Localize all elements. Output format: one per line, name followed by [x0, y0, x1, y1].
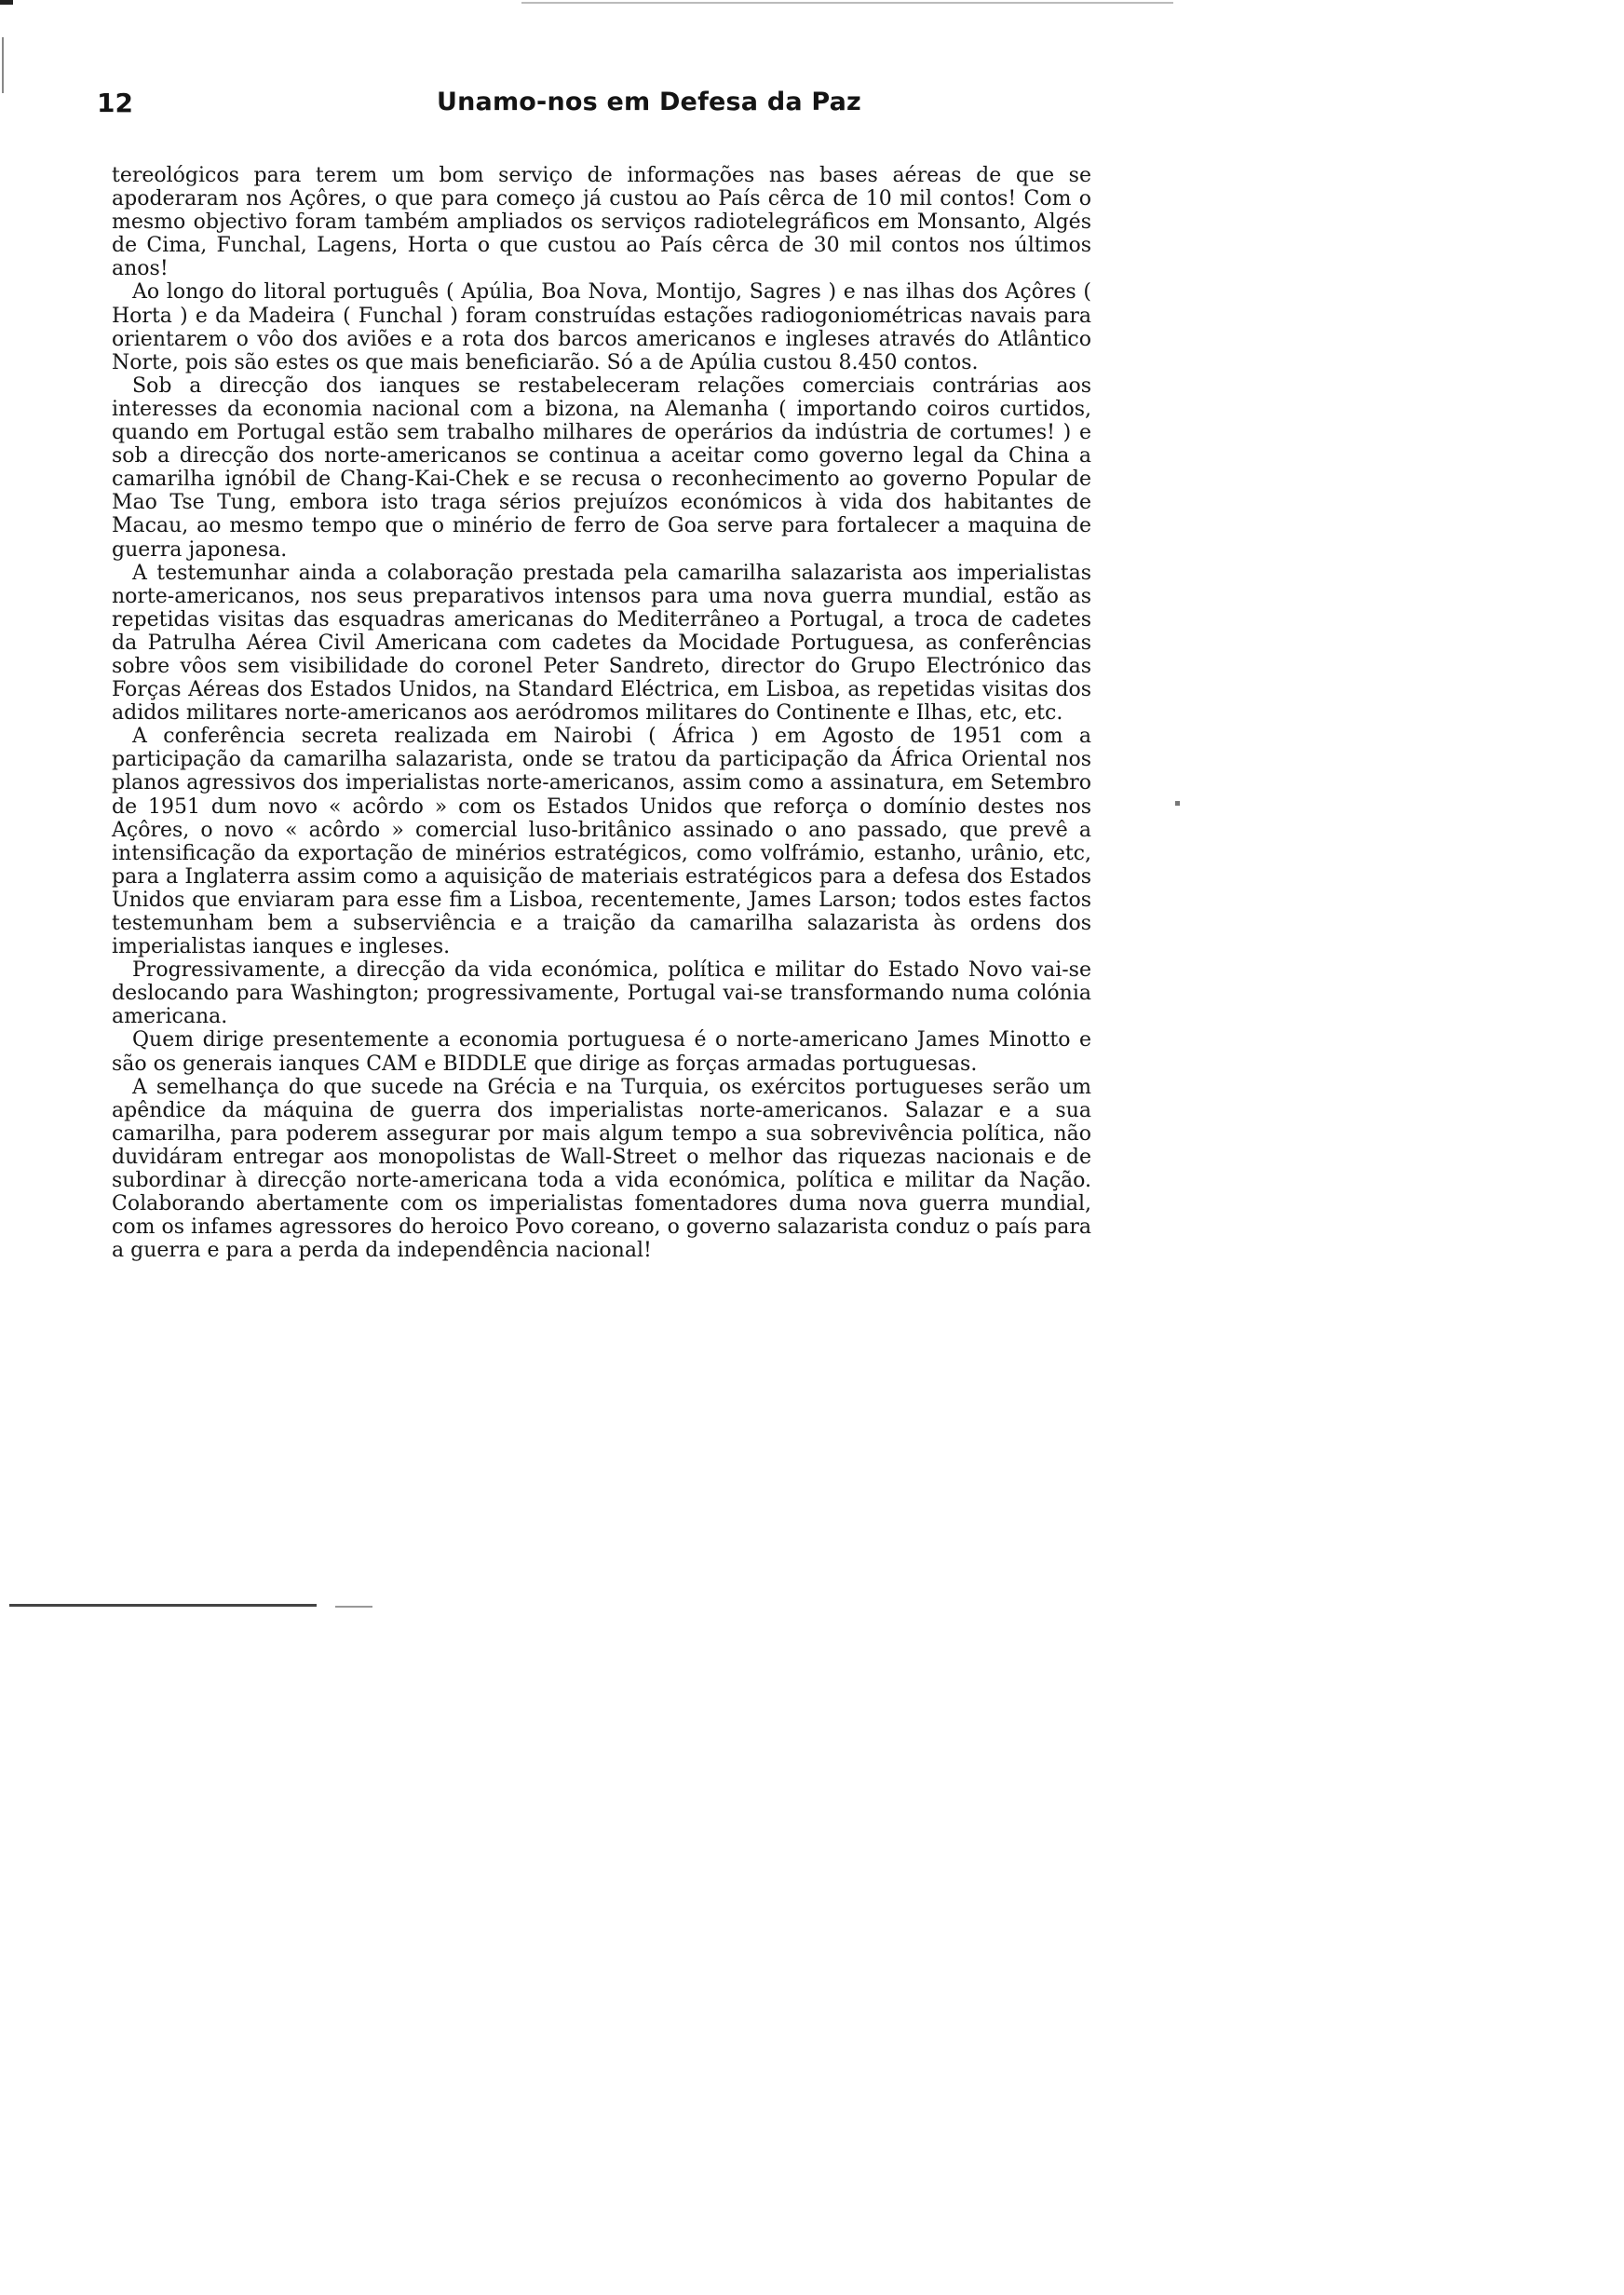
scan-artifact: [521, 2, 1173, 4]
paragraph: Sob a direcção dos ianques se restabeleceram relações comerciais contrárias aos interesses da economia nacional com a bizona, na Alemanha ( importando coiros curtidos, quando em Portugal estão sem trabalho milhares de operários da indústria de cortumes! ) e sob a direcção dos norte-americanos se continua a aceitar como governo legal da China a camarilha ignóbil de Chang-Kai-Chek e se recusa o reconhecimento ao governo Popular de Mao Tse Tung, embora isto traga sérios prejuízos económicos à vida dos habitantes de Macau, ao mesmo tempo que o minério de ferro de Goa serve para fortalecer a maquina de guerra japonesa.: [112, 373, 1091, 562]
page-header: [97, 82, 1103, 127]
paragraph: tereológicos para terem um bom serviço de informações nas bases aéreas de que se apoderaram nos Açôres, o que para começo já custou ao País cêrca de 10 mil contos! Com o mesmo objectivo foram também ampliados os serviços radiotelegráficos em Monsanto, Algés de Cima, Funchal, Lagens, Horta o que custou ao País cêrca de 30 mil contos nos últimos anos!: [112, 164, 1091, 281]
scan-artifact: [1175, 801, 1180, 806]
body-text: [112, 164, 1091, 1262]
paragraph: A semelhança do que sucede na Grécia e na Turquia, os exércitos portugueses serão um apêndice da máquina de guerra dos imperialistas norte-americanos. Salazar e a sua camarilha, para poderem assegurar por mais algum tempo a sua sobrevivência política, não duvidáram entregar aos monopolistas de Wall-Street o melhor das riquezas nacionais e de subordinar à direcção norte-americana toda a vida económica, política e militar da Nação. Colaborando abertamente com os imperialistas fomentadores duma nova guerra mundial, com os infames agressores do heroico Povo coreano, o governo salazarista conduz o país para a guerra e para a perda da independência nacional!: [112, 1075, 1091, 1263]
scan-artifact: [2, 37, 4, 93]
paragraph: Ao longo do litoral português ( Apúlia, Boa Nova, Montijo, Sagres ) e nas ilhas dos Açôres ( Horta ) e da Madeira ( Funchal ) foram construídas estações radiogoniométricas navais para orientarem o vôo dos aviões e a rota dos barcos americanos e ingleses através do Atlântico Norte, pois são estes os que mais beneficiarão. Só a de Apúlia custou 8.450 contos.: [112, 280, 1091, 374]
paragraph: Quem dirige presentemente a economia portuguesa é o norte-americano James Minotto e são os generais ianques CAM e BIDDLE que dirige as forças armadas portuguesas.: [112, 1028, 1091, 1076]
scan-artifact: [335, 1606, 372, 1608]
scan-artifact: [0, 0, 13, 5]
running-title: Unamo-nos em Defesa da Paz: [437, 88, 861, 116]
page-number: 12: [97, 88, 133, 118]
paragraph: Progressivamente, a direcção da vida económica, política e militar do Estado Novo vai-se deslocando para Washington; progressivamente, Portugal vai-se transformando numa colónia americana.: [112, 958, 1091, 1029]
paragraph: A conferência secreta realizada em Nairobi ( África ) em Agosto de 1951 com a participação da camarilha salazarista, onde se tratou da participação da África Oriental nos planos agressivos dos imperialistas norte-americanos, assim como a assinatura, em Setembro de 1951 dum novo « acôrdo » com os Estados Unidos que reforça o domínio destes nos Açôres, o novo « acôrdo » comercial luso-britânico assinado o ano passado, que prevê a intensificação da exportação de minérios estratégicos, como volfrámio, estanho, urânio, etc, para a Inglaterra assim como a aquisição de materiais estratégicos para a defesa dos Estados Unidos que enviaram para esse fim a Lisboa, recentemente, James Larson; todos estes factos testemunham bem a subserviência e a traição da camarilha salazarista às ordens dos imperialistas ianques e ingleses.: [112, 725, 1091, 959]
scan-artifact: [9, 1604, 317, 1607]
paragraph: A testemunhar ainda a colaboração prestada pela camarilha salazarista aos imperialistas norte-americanos, nos seus preparativos intensos para uma nova guerra mundial, estão as repetidas visitas das esquadras americanas do Mediterrâneo a Portugal, a troca de cadetes da Patrulha Aérea Civil Americana com cadetes da Mocidade Portuguesa, as conferências sobre vôos sem visibilidade do coronel Peter Sandreto, director do Grupo Electrónico das Forças Aéreas dos Estados Unidos, na Standard Eléctrica, em Lisboa, as repetidas visitas dos adidos militares norte-americanos aos aeródromos militares do Continente e Ilhas, etc, etc.: [112, 561, 1091, 726]
